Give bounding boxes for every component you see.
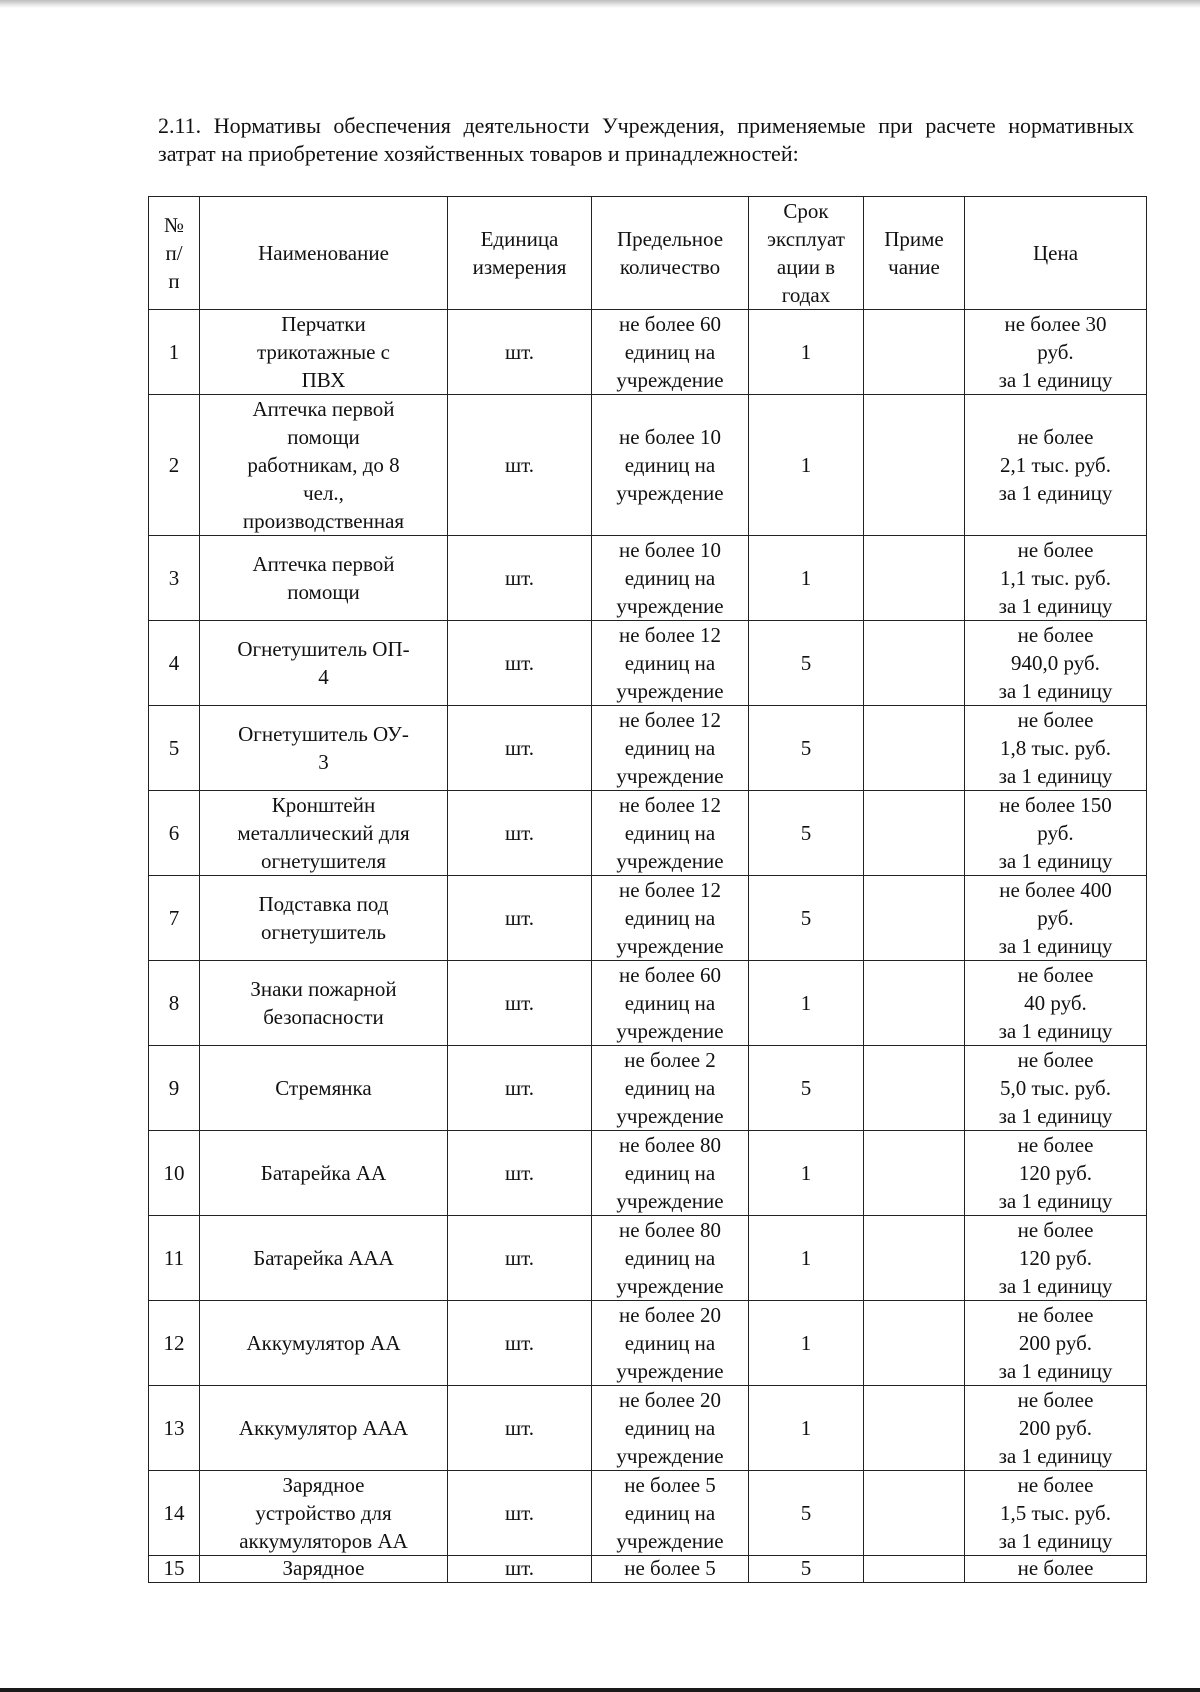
row-number: 12 [149,1301,200,1386]
item-unit: шт. [448,1046,592,1131]
item-price: не более 150 руб. за 1 единицу [965,791,1147,876]
item-price: не более 30 руб. за 1 единицу [965,310,1147,395]
item-term: 1 [749,1386,864,1471]
item-quantity: не более 80 единиц на учреждение [592,1216,749,1301]
row-number: 3 [149,536,200,621]
item-price: не более 200 руб. за 1 единицу [965,1301,1147,1386]
item-price: не более 5,0 тыс. руб. за 1 единицу [965,1046,1147,1131]
item-price: не более 1,8 тыс. руб. за 1 единицу [965,706,1147,791]
item-note [864,1301,965,1386]
table-row [149,536,1147,621]
item-quantity: не более 20 единиц на учреждение [592,1301,749,1386]
row-number: 4 [149,621,200,706]
item-name: Аптечка первой помощи [200,536,448,621]
table-row [149,1386,1147,1471]
item-note [864,310,965,395]
header-unit: Единица измерения [448,197,592,310]
item-note [864,961,965,1046]
item-quantity: не более 2 единиц на учреждение [592,1046,749,1131]
item-quantity: не более 5 [592,1556,749,1583]
item-term: 1 [749,1131,864,1216]
item-note [864,1471,965,1556]
item-price: не более 400 руб. за 1 единицу [965,876,1147,961]
item-quantity: не более 12 единиц на учреждение [592,621,749,706]
table-row [149,1556,1147,1583]
item-price: не более 2,1 тыс. руб. за 1 единицу [965,395,1147,536]
table-row [149,395,1147,536]
item-note [864,621,965,706]
item-note [864,1386,965,1471]
item-note [864,876,965,961]
item-term: 1 [749,961,864,1046]
item-name: Батарейка АА [200,1131,448,1216]
table-row [149,1301,1147,1386]
item-name: Зарядное устройство для аккумуляторов АА [200,1471,448,1556]
item-term: 5 [749,876,864,961]
header-price: Цена [965,197,1147,310]
row-number: 5 [149,706,200,791]
item-unit: шт. [448,395,592,536]
header-quantity: Предельное количество [592,197,749,310]
item-quantity: не более 60 единиц на учреждение [592,310,749,395]
table-row [149,961,1147,1046]
item-term: 1 [749,310,864,395]
item-price: не более 200 руб. за 1 единицу [965,1386,1147,1471]
item-note [864,1131,965,1216]
row-number: 13 [149,1386,200,1471]
row-number: 15 [149,1556,200,1583]
header-num: № п/ п [149,197,200,310]
table-row [149,876,1147,961]
item-name: Подставка под огнетушитель [200,876,448,961]
item-name: Перчатки трикотажные с ПВХ [200,310,448,395]
item-term: 5 [749,1046,864,1131]
table-row [149,1131,1147,1216]
item-quantity: не более 12 единиц на учреждение [592,791,749,876]
item-note [864,1046,965,1131]
item-name: Кронштейн металлический для огнетушителя [200,791,448,876]
item-price: не более 940,0 руб. за 1 единицу [965,621,1147,706]
row-number: 11 [149,1216,200,1301]
item-unit: шт. [448,310,592,395]
row-number: 7 [149,876,200,961]
row-number: 8 [149,961,200,1046]
table-header-row [149,197,1147,310]
item-note [864,395,965,536]
item-unit: шт. [448,706,592,791]
item-term: 1 [749,1301,864,1386]
row-number: 6 [149,791,200,876]
item-unit: шт. [448,1471,592,1556]
item-name: Стремянка [200,1046,448,1131]
item-unit: шт. [448,1301,592,1386]
item-name: Огнетушитель ОП- 4 [200,621,448,706]
item-note [864,791,965,876]
table-row [149,1216,1147,1301]
item-quantity: не более 20 единиц на учреждение [592,1386,749,1471]
item-quantity: не более 5 единиц на учреждение [592,1471,749,1556]
item-quantity: не более 12 единиц на учреждение [592,876,749,961]
item-name: Огнетушитель ОУ- 3 [200,706,448,791]
item-term: 5 [749,706,864,791]
item-note [864,706,965,791]
table-body [149,310,1147,1583]
item-quantity: не более 12 единиц на учреждение [592,706,749,791]
item-unit: шт. [448,1216,592,1301]
row-number: 10 [149,1131,200,1216]
item-note [864,1216,965,1301]
item-price: не более 120 руб. за 1 единицу [965,1216,1147,1301]
item-price: не более 1,5 тыс. руб. за 1 единицу [965,1471,1147,1556]
intro-paragraph: 2.11. Нормативы обеспечения деятельности Учреждения, применяемые при расчете нормативных затрат на приобретение хозяйственных товаров и принадлежностей: [158,113,1134,166]
row-number: 1 [149,310,200,395]
row-number: 14 [149,1471,200,1556]
table-row [149,1471,1147,1556]
scan-edge-bottom [0,1688,1200,1692]
item-unit: шт. [448,791,592,876]
item-name: Аптечка первой помощи работникам, до 8 чел., производственная [200,395,448,536]
item-unit: шт. [448,1386,592,1471]
item-term: 1 [749,1216,864,1301]
item-quantity: не более 10 единиц на учреждение [592,536,749,621]
item-term: 1 [749,395,864,536]
item-unit: шт. [448,876,592,961]
item-name: Зарядное [200,1556,448,1583]
item-unit: шт. [448,536,592,621]
scan-edge-top [0,0,1200,8]
header-note: Приме чание [864,197,965,310]
item-price: не более 1,1 тыс. руб. за 1 единицу [965,536,1147,621]
item-name: Аккумулятор АА [200,1301,448,1386]
item-term: 5 [749,791,864,876]
item-note [864,1556,965,1583]
item-note [864,536,965,621]
table-row [149,706,1147,791]
item-quantity: не более 80 единиц на учреждение [592,1131,749,1216]
table-row [149,310,1147,395]
item-unit: шт. [448,1556,592,1583]
item-unit: шт. [448,961,592,1046]
row-number: 2 [149,395,200,536]
table-row [149,791,1147,876]
item-quantity: не более 10 единиц на учреждение [592,395,749,536]
item-term: 5 [749,1556,864,1583]
item-name: Знаки пожарной безопасности [200,961,448,1046]
norms-table [148,196,1147,1583]
item-unit: шт. [448,621,592,706]
item-term: 1 [749,536,864,621]
item-term: 5 [749,1471,864,1556]
table-row [149,621,1147,706]
item-name: Батарейка ААА [200,1216,448,1301]
table-row [149,1046,1147,1131]
item-term: 5 [749,621,864,706]
header-name: Наименование [200,197,448,310]
item-price: не более 40 руб. за 1 единицу [965,961,1147,1046]
item-price: не более 120 руб. за 1 единицу [965,1131,1147,1216]
item-price: не более [965,1556,1147,1583]
header-term: Срок эксплуат ации в годах [749,197,864,310]
item-name: Аккумулятор ААА [200,1386,448,1471]
item-unit: шт. [448,1131,592,1216]
row-number: 9 [149,1046,200,1131]
item-quantity: не более 60 единиц на учреждение [592,961,749,1046]
